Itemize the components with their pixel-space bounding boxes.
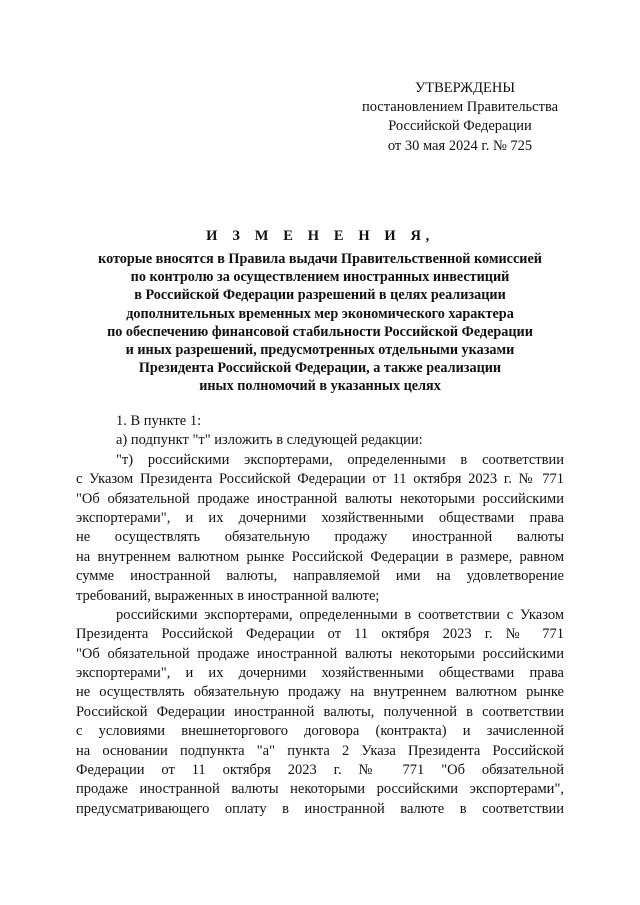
subtitle-line: и иных разрешений, предусмотренных отдельными указами [125,342,515,359]
body-line: требований, выраженных в иностранной валюте; [76,587,380,604]
body-line: сумме иностранной валюты, направляемой ими на удовлетворение [76,568,564,585]
subtitle-line: дополнительных временных мер экономического характера [126,305,514,322]
document-body [76,412,564,819]
subtitle-line: иных полномочий в указанных целях [199,378,441,395]
body-line: с условиями внешнеторгового договора (контракта) и зачисленной [76,723,564,740]
document-title: И З М Е Н Е Н И Я, [206,228,434,244]
body-line: Президента Российской Федерации от 11 октября 2023 г. № 771 [76,626,564,643]
body-line: Федерации от 11 октября 2023 г. № 771 "Об обязательной [76,762,564,779]
body-line: экспортерами", и их дочерними хозяйственными обществами права [76,665,564,682]
body-line: с Указом Президента Российской Федерации от 11 октября 2023 г. № 771 [76,471,564,488]
body-line: на основании подпункта "а" пункта 2 Указа Президента Российской [76,742,564,759]
body-line: предусматривающего оплату в иностранной валюте в соответствии [76,800,564,817]
subtitle-line: которые вносятся в Правила выдачи Правительственной комиссией [98,251,542,267]
body-line: российскими экспортерами, определенными в соответствии с Указом [116,606,564,623]
approval-line: постановлением Правительства [361,99,559,116]
body-line: не осуществлять обязательную продажу на внутреннем валютном рынке [76,684,564,701]
body-line: продаже иностранной валюты некоторыми российскими экспортерами", [76,781,564,798]
body-line: Российской Федерации иностранной валюты, полученной в соответствии [76,703,564,720]
body-line: "Об обязательной продаже иностранной валюты некоторыми российскими [76,645,564,662]
body-line: на внутреннем валютном рынке Российской Федерации в размере, равном [76,548,564,565]
body-line: а) подпункт "т" изложить в следующей редакции: [116,432,423,449]
approval-line: Российской Федерации [388,118,532,135]
subtitle-line: по контролю за осуществлением иностранных инвестиций [130,269,510,286]
body-line: 1. В пункте 1: [116,413,202,429]
body-line: "т) российскими экспортерами, определенными в соответствии [116,451,564,468]
approval-block [340,79,580,156]
subtitle-line: в Российской Федерации разрешений в целях реализации [134,287,506,304]
approval-heading: УТВЕРЖДЕНЫ [414,80,516,96]
subtitle-line: Президента Российской Федерации, а также реализации [138,360,502,377]
body-line: экспортерами", и их дочерними хозяйственными обществами права [76,509,564,526]
document-subtitle [70,250,570,396]
subtitle-line: по обеспечению финансовой стабильности Российской Федерации [107,323,533,340]
approval-date-line: от 30 мая 2024 г. № 725 [387,137,533,154]
body-line: не осуществлять обязательную продажу иностранной валюты [76,529,564,546]
body-line: "Об обязательной продаже иностранной валюты некоторыми российскими [76,490,564,507]
